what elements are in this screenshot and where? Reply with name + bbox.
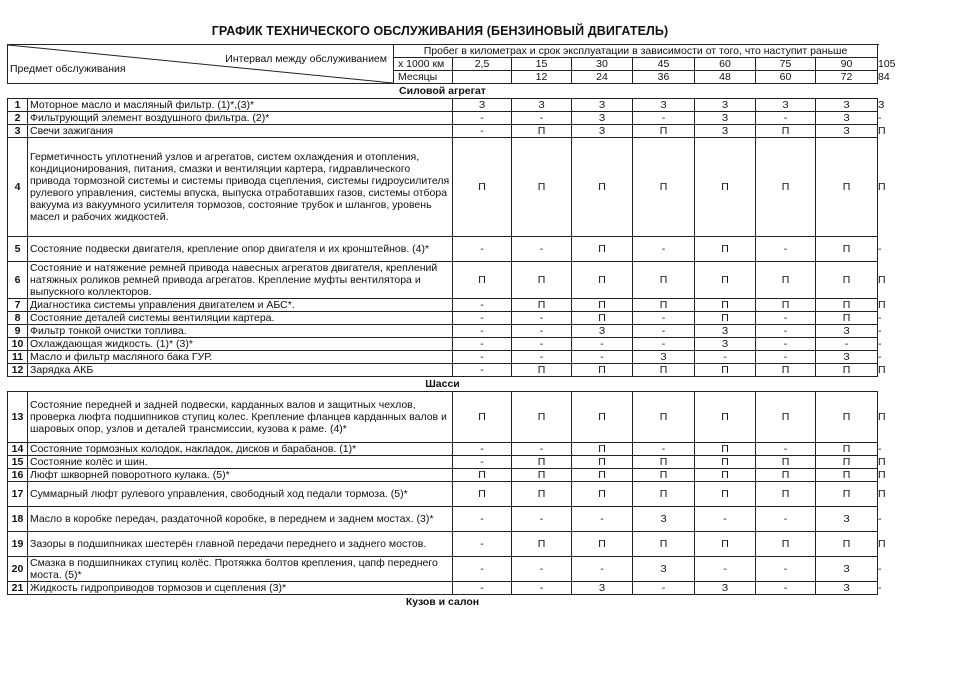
row-number: 9 (8, 325, 28, 338)
operation-cell: П (695, 312, 756, 325)
row-number: 10 (8, 338, 28, 351)
operation-cell: П (756, 262, 816, 299)
operation-cell: - (633, 443, 695, 456)
table-row: 14 Состояние тормозных колодок, накладок, дисков и барабанов. (1)* - - П - П - П - (8, 443, 878, 456)
operation-cell: П (572, 482, 633, 507)
table-row: 1 Моторное масло и масляный фильтр. (1)*,(3)* З З З З З З З З (8, 99, 878, 112)
row-description: Фильтрующий элемент воздушного фильтра. (2)* (28, 112, 453, 125)
row-description: Состояние тормозных колодок, накладок, дисков и барабанов. (1)* (28, 443, 453, 456)
operation-cell: З (695, 325, 756, 338)
row-number: 4 (8, 138, 28, 237)
header-row-caption (8, 45, 878, 58)
operation-cell: - (633, 325, 695, 338)
operation-cell: П (756, 392, 816, 443)
operation-cell: П (572, 443, 633, 456)
operation-cell: - (453, 364, 512, 377)
operation-cell: З (816, 507, 878, 532)
operation-cell: П (572, 237, 633, 262)
table-row: 12 Зарядка АКБ - П П П П П П П (8, 364, 878, 377)
operation-cell: З (572, 582, 633, 595)
operation-cell: - (453, 338, 512, 351)
operation-cell: П (572, 138, 633, 237)
operation-cell: З (816, 112, 878, 125)
table-row: 4 Герметичность уплотнений узлов и агрегатов, систем охлаждения и отопления, кондиционирования, питания, смазки и вентиляции картера, гидравлического привода тормозной системы и системы привода сцепления, системы гидроусилителя рулевого управления, системы впуска, выпуска отработавших газов, системы отбора вакуума из вакуумного усилителя тормозов, состояние трубок и шлангов, уровень масел и рабочих жидкостей. П П П П П П П П (8, 138, 878, 237)
operation-cell: П (633, 482, 695, 507)
km-value: 60 (695, 58, 756, 71)
operation-cell: П (816, 443, 878, 456)
operation-cell: - (453, 557, 512, 582)
operation-cell: З (453, 99, 512, 112)
operation-cell: П (816, 392, 878, 443)
operation-cell: П (572, 364, 633, 377)
operation-cell: П (453, 138, 512, 237)
operation-cell: - (756, 338, 816, 351)
months-value: 60 (756, 71, 816, 84)
operation-cell: П (512, 469, 572, 482)
operation-cell: З (695, 338, 756, 351)
row-number: 15 (8, 456, 28, 469)
km-value: 90 (816, 58, 878, 71)
row-description: Состояние и натяжение ремней привода навесных агрегатов двигателя, креплений натяжных роликов ремней привода агрегатов. Крепление муфты вентилятора и выпускного коллекторов. (28, 262, 453, 299)
table-row: 18 Масло в коробке передач, раздаточной коробке, в переднем и заднем мостах. (3)* - - - З - - З - (8, 507, 878, 532)
operation-cell: З (633, 507, 695, 532)
table-row: 16 Люфт шкворней поворотного кулака. (5)* П П П П П П П П (8, 469, 878, 482)
operation-cell: - (453, 443, 512, 456)
operation-cell: П (756, 125, 816, 138)
operation-cell: П (695, 392, 756, 443)
operation-cell: - (453, 325, 512, 338)
section-title: Шасси (425, 378, 460, 390)
operation-cell: П (695, 299, 756, 312)
operation-cell: П (633, 125, 695, 138)
operation-cell: П (816, 364, 878, 377)
operation-cell: П (512, 364, 572, 377)
operation-cell: - (572, 507, 633, 532)
operation-cell: П (453, 469, 512, 482)
operation-cell: П (633, 392, 695, 443)
operation-cell: П (512, 456, 572, 469)
operation-cell: - (512, 312, 572, 325)
months-label: Месяцы (394, 71, 453, 84)
header-corner-cell (8, 45, 394, 84)
operation-cell: П (695, 237, 756, 262)
operation-cell: П (453, 262, 512, 299)
operation-cell: - (633, 338, 695, 351)
section-title: Кузов и салон (405, 596, 480, 608)
operation-cell: - (453, 112, 512, 125)
operation-cell: П (756, 138, 816, 237)
months-value: 48 (695, 71, 756, 84)
row-description: Люфт шкворней поворотного кулака. (5)* (28, 469, 453, 482)
operation-cell: - (453, 237, 512, 262)
header-row-months: Месяцы 12 24 36 48 60 72 84 (8, 71, 878, 84)
interval-label: Интервал между обслуживанием (225, 53, 387, 65)
row-number: 20 (8, 557, 28, 582)
table-row: 21 Жидкость гидроприводов тормозов и сцепления (3)* - - З - З - З - (8, 582, 878, 595)
operation-cell: П (816, 469, 878, 482)
operation-cell: - (453, 299, 512, 312)
row-number: 8 (8, 312, 28, 325)
row-number: 6 (8, 262, 28, 299)
table-row: 11 Масло и фильтр масляного бака ГУР. - - - З - - З - (8, 351, 878, 364)
operation-cell: П (816, 262, 878, 299)
row-number: 11 (8, 351, 28, 364)
operation-cell: П (512, 299, 572, 312)
table-row: 17 Суммарный люфт рулевого управления, свободный ход педали тормоза. (5)* П П П П П П П П (8, 482, 878, 507)
operation-cell: П (816, 312, 878, 325)
row-description: Зазоры в подшипниках шестерён главной передачи переднего и заднего мостов. (28, 532, 453, 557)
row-description: Масло в коробке передач, раздаточной коробке, в переднем и заднем мостах. (3)* (28, 507, 453, 532)
row-description: Смазка в подшипниках ступиц колёс. Протяжка болтов крепления, цапф переднего моста. (5)* (28, 557, 453, 582)
row-number: 14 (8, 443, 28, 456)
section-row (8, 84, 878, 99)
operation-cell: - (756, 237, 816, 262)
km-value: 2,5 (453, 58, 512, 71)
operation-cell: - (453, 312, 512, 325)
operation-cell: П (816, 456, 878, 469)
operation-cell: - (633, 237, 695, 262)
operation-cell: - (756, 351, 816, 364)
operation-cell: - (453, 582, 512, 595)
months-value: 24 (572, 71, 633, 84)
row-number: 18 (8, 507, 28, 532)
row-description: Моторное масло и масляный фильтр. (1)*,(3)* (28, 99, 453, 112)
row-description: Свечи зажигания (28, 125, 453, 138)
operation-cell: П (816, 299, 878, 312)
operation-cell: П (633, 364, 695, 377)
operation-cell: П (695, 456, 756, 469)
operation-cell: П (756, 456, 816, 469)
operation-cell: З (816, 557, 878, 582)
operation-cell: З (633, 99, 695, 112)
operation-cell: П (572, 392, 633, 443)
header-row-km: x 1000 км 2,5 15 30 45 60 75 90 105 (8, 58, 878, 71)
section-title: Силовой агрегат (399, 85, 486, 97)
operation-cell: П (756, 532, 816, 557)
table-row: 3 Свечи зажигания - П З П З П З П (8, 125, 878, 138)
operation-cell: З (572, 125, 633, 138)
operation-cell: З (816, 125, 878, 138)
row-description: Состояние колёс и шин. (28, 456, 453, 469)
row-description: Зарядка АКБ (28, 364, 453, 377)
operation-cell: П (512, 125, 572, 138)
months-value: 12 (512, 71, 572, 84)
operation-cell: П (756, 469, 816, 482)
table-row: 9 Фильтр тонкой очистки топлива. - - З - З - З - (8, 325, 878, 338)
operation-cell: - (512, 351, 572, 364)
operation-cell: - (816, 338, 878, 351)
table-row: 8 Состояние деталей системы вентиляции картера. - - П - П - П - (8, 312, 878, 325)
operation-cell: П (695, 138, 756, 237)
operation-cell: - (633, 112, 695, 125)
operation-cell: П (816, 237, 878, 262)
operation-cell: П (572, 532, 633, 557)
operation-cell: З (816, 99, 878, 112)
table-row: 7 Диагностика системы управления двигателем и АБС*. - П П П П П П П (8, 299, 878, 312)
operation-cell: З (695, 99, 756, 112)
operation-cell: П (633, 299, 695, 312)
km-label: x 1000 км (394, 58, 453, 71)
operation-cell: - (512, 582, 572, 595)
row-number: 21 (8, 582, 28, 595)
months-value (453, 71, 512, 84)
operation-cell: - (512, 338, 572, 351)
table-row: 6 Состояние и натяжение ремней привода навесных агрегатов двигателя, креплений натяжных роликов ремней привода агрегатов. Крепление муфты вентилятора и выпускного коллекторов. П П П П П П П П (8, 262, 878, 299)
row-number: 17 (8, 482, 28, 507)
table-row: 5 Состояние подвески двигателя, крепление опор двигателя и их кронштейнов. (4)* - - П - П - П - (8, 237, 878, 262)
operation-cell: П (633, 262, 695, 299)
operation-cell: П (633, 532, 695, 557)
table-row: 15 Состояние колёс и шин. - П П П П П П П (8, 456, 878, 469)
operation-cell: З (695, 582, 756, 595)
row-description: Диагностика системы управления двигателем и АБС*. (28, 299, 453, 312)
row-description: Фильтр тонкой очистки топлива. (28, 325, 453, 338)
row-number: 3 (8, 125, 28, 138)
operation-cell: П (512, 482, 572, 507)
operation-cell: З (816, 351, 878, 364)
maintenance-table (7, 44, 896, 609)
operation-cell: П (695, 443, 756, 456)
operation-cell: - (512, 237, 572, 262)
row-description: Герметичность уплотнений узлов и агрегатов, систем охлаждения и отопления, кондиционирования, питания, смазки и вентиляции картера, гидравлического привода тормозной системы и системы привода сцепления, системы гидроусилителя рулевого управления, системы впуска, выпуска отработавших газов, системы отбора вакуума из вакуумного усилителя тормозов, состояние трубок и шлангов, уровень масел и рабочих жидкостей. (28, 138, 453, 237)
operation-cell: П (695, 532, 756, 557)
operation-cell: П (453, 392, 512, 443)
operation-cell: - (453, 507, 512, 532)
operation-cell: - (695, 351, 756, 364)
km-value: 45 (633, 58, 695, 71)
km-value: 15 (512, 58, 572, 71)
operation-cell: З (512, 99, 572, 112)
row-description: Состояние передней и задней подвески, карданных валов и защитных чехлов, проверка люфта подшипников ступиц колес. Крепление фланцев карданных валов и шаровых опор, узлов и деталей трансмиссии, кузова к раме. (4)* (28, 392, 453, 443)
operation-cell: - (756, 582, 816, 595)
km-value: 30 (572, 58, 633, 71)
operation-cell: З (695, 112, 756, 125)
section-row (8, 595, 878, 610)
operation-cell: - (512, 325, 572, 338)
row-description: Масло и фильтр масляного бака ГУР. (28, 351, 453, 364)
operation-cell: П (572, 469, 633, 482)
operation-cell: З (695, 125, 756, 138)
operation-cell: - (756, 507, 816, 532)
operation-cell: - (453, 125, 512, 138)
operation-cell: - (572, 338, 633, 351)
subject-label: Предмет обслуживания (10, 63, 126, 75)
operation-cell: - (512, 507, 572, 532)
operation-cell: З (756, 99, 816, 112)
operation-cell: З (816, 325, 878, 338)
operation-cell: П (695, 469, 756, 482)
row-number: 1 (8, 99, 28, 112)
operation-cell: П (512, 138, 572, 237)
operation-cell: - (756, 443, 816, 456)
operation-cell: - (633, 312, 695, 325)
table-row: 20 Смазка в подшипниках ступиц колёс. Протяжка болтов крепления, цапф переднего моста. (5)* - - - З - - З - (8, 557, 878, 582)
operation-cell: П (816, 482, 878, 507)
row-description: Состояние подвески двигателя, крепление опор двигателя и их кронштейнов. (4)* (28, 237, 453, 262)
operation-cell: П (512, 532, 572, 557)
operation-cell: З (572, 99, 633, 112)
row-number: 13 (8, 392, 28, 443)
operation-cell: П (572, 456, 633, 469)
operation-cell: З (572, 325, 633, 338)
operation-cell: П (756, 299, 816, 312)
row-description: Состояние деталей системы вентиляции картера. (28, 312, 453, 325)
operation-cell: П (756, 482, 816, 507)
operation-cell: - (572, 557, 633, 582)
operation-cell: П (633, 456, 695, 469)
operation-cell: З (572, 112, 633, 125)
operation-cell: П (512, 392, 572, 443)
operation-cell: П (695, 364, 756, 377)
operation-cell: П (453, 482, 512, 507)
operation-cell: П (572, 312, 633, 325)
months-value: 72 (816, 71, 878, 84)
row-description: Суммарный люфт рулевого управления, свободный ход педали тормоза. (5)* (28, 482, 453, 507)
months-value: 36 (633, 71, 695, 84)
row-number: 16 (8, 469, 28, 482)
operation-cell: П (816, 532, 878, 557)
operation-cell: - (756, 112, 816, 125)
operation-cell: П (512, 262, 572, 299)
operation-cell: З (633, 351, 695, 364)
operation-cell: З (633, 557, 695, 582)
row-number: 2 (8, 112, 28, 125)
operation-cell: П (572, 299, 633, 312)
operation-cell: - (453, 351, 512, 364)
table-body (8, 45, 896, 610)
table-row: 10 Охлаждающая жидкость. (1)* (3)* - - - - З - - - (8, 338, 878, 351)
row-number: 12 (8, 364, 28, 377)
operation-cell: - (512, 112, 572, 125)
operation-cell: - (756, 325, 816, 338)
operation-cell: - (453, 532, 512, 557)
table-row: 13 Состояние передней и задней подвески, карданных валов и защитных чехлов, проверка люфта подшипников ступиц колес. Крепление фланцев карданных валов и шаровых опор, узлов и деталей трансмиссии, кузова к раме. (4)* П П П П П П П П (8, 392, 878, 443)
operation-cell: - (572, 351, 633, 364)
operation-cell: П (695, 482, 756, 507)
row-number: 7 (8, 299, 28, 312)
operation-cell: П (572, 262, 633, 299)
operation-cell: - (756, 557, 816, 582)
row-description: Охлаждающая жидкость. (1)* (3)* (28, 338, 453, 351)
operation-cell: - (695, 557, 756, 582)
operation-cell: - (512, 443, 572, 456)
table-row: 2 Фильтрующий элемент воздушного фильтра. (2)* - - З - З - З - (8, 112, 878, 125)
row-description: Жидкость гидроприводов тормозов и сцепления (3)* (28, 582, 453, 595)
operation-cell: - (633, 582, 695, 595)
operation-cell: П (756, 364, 816, 377)
page-title: ГРАФИК ТЕХНИЧЕСКОГО ОБСЛУЖИВАНИЯ (БЕНЗИНОВЫЙ ДВИГАТЕЛЬ) (211, 24, 669, 38)
table-row: 19 Зазоры в подшипниках шестерён главной передачи переднего и заднего мостов. - П П П П П П П (8, 532, 878, 557)
operation-cell: - (695, 507, 756, 532)
operation-cell: П (633, 138, 695, 237)
operation-cell: З (816, 582, 878, 595)
km-value: 75 (756, 58, 816, 71)
row-number: 5 (8, 237, 28, 262)
row-number: 19 (8, 532, 28, 557)
section-row (8, 377, 878, 392)
operation-cell: - (756, 312, 816, 325)
operation-cell: П (816, 138, 878, 237)
operation-cell: П (695, 262, 756, 299)
operation-cell: П (633, 469, 695, 482)
mileage-caption: Пробег в километрах и срок эксплуатации в зависимости от того, что наступит раньше (394, 45, 878, 58)
operation-cell: - (512, 557, 572, 582)
operation-cell: - (453, 456, 512, 469)
